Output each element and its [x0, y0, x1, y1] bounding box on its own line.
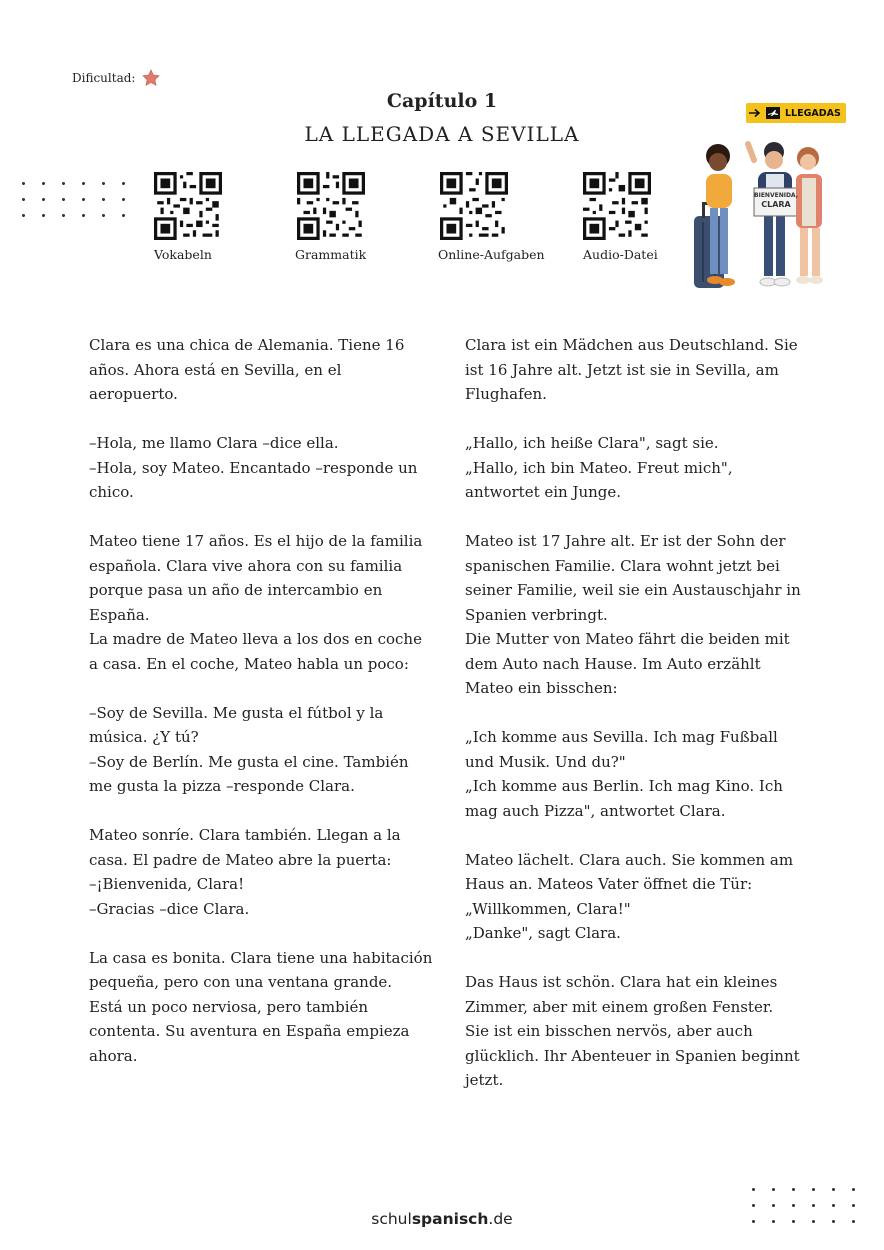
paragraph: –Soy de Sevilla. Me gusta el fútbol y la música. ¿Y tú? [89, 703, 384, 746]
difficulty-indicator [72, 68, 161, 88]
paragraph: Sie ist ein bisschen nervös, aber auch glücklich. Ihr Abenteuer in Spanien beginnt jetzt. [465, 1022, 800, 1089]
qr-label-grammatik: Grammatik [295, 247, 367, 262]
star-icon [141, 68, 161, 88]
qr-label-audio-datei: Audio-Datei [583, 247, 658, 262]
qr-code-vokabeln[interactable] [154, 172, 222, 244]
paragraph: –¡Bienvenida, Clara! [89, 875, 245, 893]
footer-brand[interactable] [0, 1210, 884, 1228]
paragraph: „Hallo, ich bin Mateo. Freut mich", antwortet ein Junge. [465, 458, 733, 501]
qr-code-audio-datei[interactable] [583, 172, 651, 244]
welcome-placard [754, 191, 798, 209]
paragraph [89, 676, 434, 701]
qr-code-grammatik[interactable] [297, 172, 365, 244]
paragraph [465, 505, 810, 530]
paragraph: Mateo ist 17 Jahre alt. Er ist der Sohn der spanischen Familie. Clara wohnt jetzt bei seiner Familie, weil sie ein Austauschjahr in Spanien verbringt. [465, 532, 801, 624]
paragraph: Das Haus ist schön. Clara hat ein kleines Zimmer, aber mit einem großen Fenster. [465, 973, 778, 1016]
qr-code-icon [297, 172, 365, 240]
paragraph [465, 407, 810, 432]
airplane-icon [766, 107, 780, 119]
footer-brand-suffix: .de [488, 1210, 513, 1228]
paragraph: –Hola, soy Mateo. Encantado –responde un chico. [89, 458, 418, 501]
paragraph [89, 921, 434, 946]
qr-label-vokabeln: Vokabeln [154, 247, 212, 262]
difficulty-label: Dificultad: [72, 71, 136, 85]
decorative-dots-left [22, 182, 132, 217]
paragraph: La madre de Mateo lleva a los dos en coche a casa. En el coche, Mateo habla un poco: [89, 630, 422, 673]
paragraph: Clara es una chica de Alemania. Tiene 16 años. Ahora está en Sevilla, en el aeropuerto. [89, 336, 405, 403]
spanish-text-column [89, 333, 434, 1068]
paragraph: „Ich komme aus Berlin. Ich mag Kino. Ich mag auch Pizza", antwortet Clara. [465, 777, 783, 820]
arrival-illustration [682, 138, 832, 294]
german-text-column [465, 333, 810, 1093]
paragraph: „Hallo, ich heiße Clara", sagt sie. [465, 434, 719, 452]
paragraph: Mateo sonríe. Clara también. Llegan a la casa. El padre de Mateo abre la puerta: [89, 826, 401, 869]
paragraph [465, 823, 810, 848]
qr-code-icon [583, 172, 651, 240]
qr-code-icon [440, 172, 508, 240]
qr-label-online-aufgaben: Online-Aufgaben [438, 247, 545, 262]
paragraph: „Danke", sagt Clara. [465, 924, 621, 942]
qr-code-online-aufgaben[interactable] [440, 172, 508, 244]
paragraph: Mateo tiene 17 años. Es el hijo de la familia española. Clara vive ahora con su familia porque pasa un año de intercambio en España. [89, 532, 423, 624]
paragraph [89, 505, 434, 530]
paragraph: „Ich komme aus Sevilla. Ich mag Fußball und Musik. Und du?" [465, 728, 778, 771]
placard-line-2: CLARA [761, 200, 791, 209]
paragraph: Mateo lächelt. Clara auch. Sie kommen am Haus an. Mateos Vater öffnet die Tür: [465, 850, 794, 893]
placard-line-1: BIENVENIDA, [754, 192, 798, 199]
paragraph: Está un poco nerviosa, pero también contenta. Su aventura en España empieza ahora. [89, 997, 410, 1065]
paragraph [89, 407, 434, 432]
arrivals-sign-label: LLEGADAS [785, 107, 841, 119]
paragraph [465, 946, 810, 971]
qr-code-icon [154, 172, 222, 240]
paragraph: –Gracias –dice Clara. [89, 899, 250, 918]
paragraph: La casa es bonita. Clara tiene una habitación pequeña, pero con una ventana grande. [89, 948, 433, 991]
paragraph: Clara ist ein Mädchen aus Deutschland. Sie ist 16 Jahre alt. Jetzt ist sie in Sevilla, am Flughafen. [465, 336, 798, 403]
arrivals-sign [746, 103, 846, 123]
paragraph: „Willkommen, Clara!" [465, 899, 631, 918]
chapter-subtitle: LA LLEGADA A SEVILLA [304, 122, 580, 146]
paragraph: Die Mutter von Mateo fährt die beiden mit dem Auto nach Hause. Im Auto erzählt Mateo ein bisschen: [465, 630, 790, 697]
arrow-right-icon [749, 108, 761, 118]
paragraph [89, 799, 434, 824]
paragraph [465, 701, 810, 726]
chapter-title: Capítulo 1 [386, 90, 498, 112]
paragraph: –Hola, me llamo Clara –dice ella. [89, 434, 339, 452]
footer-brand-prefix: schul [371, 1210, 412, 1228]
paragraph: –Soy de Berlín. Me gusta el cine. También me gusta la pizza –responde Clara. [89, 752, 409, 795]
footer-brand-bold: spanisch [411, 1210, 489, 1228]
